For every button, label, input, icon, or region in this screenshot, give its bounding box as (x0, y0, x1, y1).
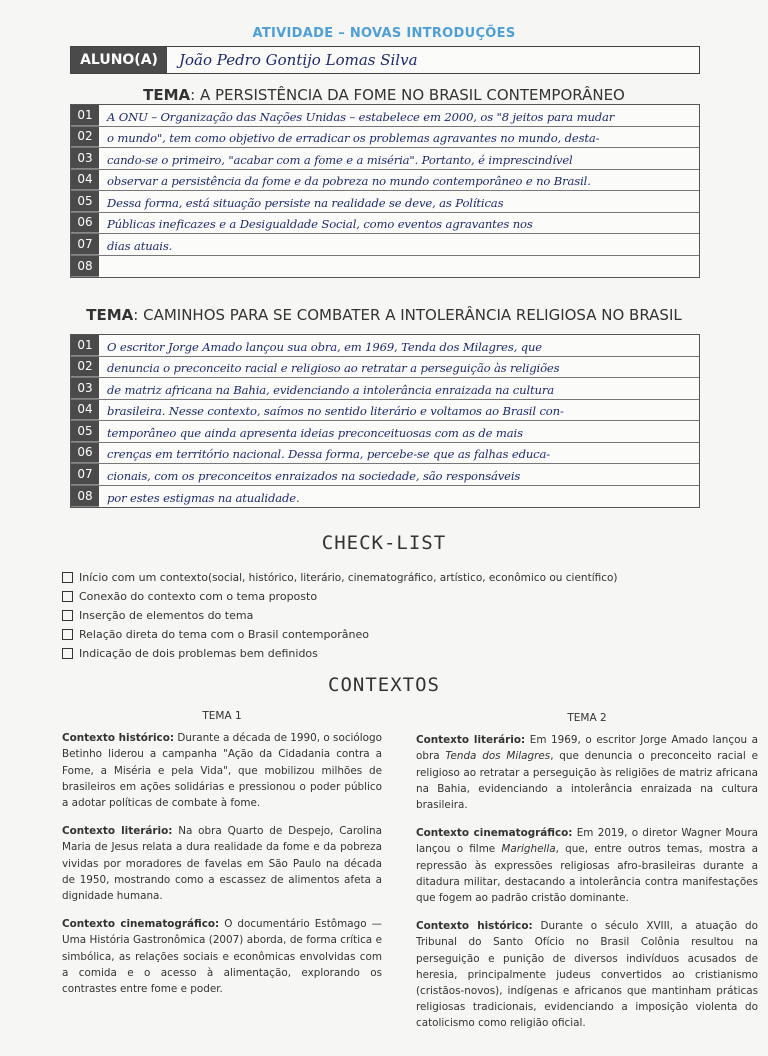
writing-line (71, 213, 699, 235)
writing-line (71, 400, 699, 422)
context-text: Na obra Quarto de Despejo, Carolina Maria de Jesus relata a dura realidade da fome e da pobreza vividas por moradores de favelas em São Paulo na década de 1950, mostrando como a escassez de alimentos afeta a dignidade humana. (62, 825, 383, 903)
handwritten-text[interactable]: O escritor Jorge Amado lançou sua obra, em 1969, Tenda dos Milagres, que (107, 339, 542, 354)
line-number: 04 (71, 170, 99, 191)
handwritten-text[interactable]: temporâneo que ainda apresenta ideias preconceituosas com as de mais (107, 425, 523, 440)
writing-line (71, 378, 699, 400)
context-text: Durante o século XVIII, a atuação do Tribunal do Santo Ofício no Brasil Colônia resultou na perseguição e punição de diversos indivíduos acusados de heresia, principalmente judeus convertidos ao cristianismo (cristãos-novos), indígenas e africanos que mantinham práticas religiosas tradicionais, evidenciando a imposição violenta do catolicismo como religião oficial. (416, 920, 758, 1030)
student-name-handwritten[interactable]: João Pedro Gontijo Lomas Silva (179, 51, 418, 69)
theme-2-text: : CAMINHOS PARA SE COMBATER A INTOLERÂNCIA RELIGIOSA NO BRASIL (133, 306, 682, 324)
writing-line (71, 148, 699, 170)
context-work-title: Marighella (501, 843, 556, 856)
writing-line (71, 234, 699, 256)
writing-line (71, 421, 699, 443)
line-number: 02 (71, 357, 99, 378)
line-number: 07 (71, 464, 99, 485)
context-text: , que, entre outros temas, mostra a repressão às expressões religiosas afro-brasileiras durante a ditadura militar, destacando a intolerância contra manifestações que fogem ao padrão cristão dominante. (416, 843, 758, 905)
checklist-item-detail: (social, histórico, literário, cinematográfico, artístico, econômico ou científico) (207, 571, 618, 584)
handwritten-text[interactable]: cionais, com os preconceitos enraizados na sociedade, são responsáveis (107, 468, 521, 483)
checkbox[interactable] (62, 610, 73, 621)
context-label: Contexto literário: (62, 825, 173, 838)
checklist-item (62, 587, 618, 606)
writing-line (71, 105, 699, 127)
checklist-item (62, 606, 618, 625)
context-label: Contexto histórico: (416, 920, 533, 933)
handwritten-text[interactable]: A ONU – Organização das Nações Unidas – estabelece em 2000, os "8 jeitos para mudar (107, 109, 615, 124)
handwritten-text[interactable]: dias atuais. (107, 238, 173, 253)
context-label: Contexto cinematográfico: (416, 827, 573, 840)
theme-1-title (70, 86, 698, 104)
handwritten-text[interactable]: brasileira. Nesse contexto, saímos no sentido literário e voltamos ao Brasil con- (107, 404, 564, 418)
handwritten-text[interactable]: por estes estigmas na atualidade. (107, 491, 300, 505)
student-name-row (70, 46, 700, 74)
theme-1-label: TEMA (143, 86, 191, 104)
handwritten-text[interactable]: de matriz africana na Bahia, evidenciando a intolerância enraizada na cultura (107, 382, 554, 397)
contexts-theme-1-heading: TEMA 1 (202, 710, 242, 722)
checkbox[interactable] (62, 591, 73, 602)
theme-2-writing-lines (70, 334, 700, 508)
context-label: Contexto histórico: (62, 732, 175, 745)
checklist (62, 568, 618, 663)
checklist-item-label: Início com um contexto (79, 571, 208, 584)
context-text: O documentário Estômago — Uma História Gastronômica (2007) aborda, de forma crítica e simbólica, as relações sociais e econômicas envolvidas com a comida e o acesso à alimentação, explorando os contrastes entre fome e poder. (62, 918, 382, 996)
line-number: 05 (71, 421, 99, 442)
checkbox[interactable] (62, 648, 73, 659)
context-block (62, 823, 382, 904)
context-block (416, 918, 758, 1031)
checkbox[interactable] (62, 629, 73, 640)
context-block (62, 916, 382, 997)
student-label: ALUNO(A) (71, 47, 167, 73)
writing-line (71, 127, 699, 149)
writing-line (71, 256, 699, 278)
contexts-theme-1 (62, 708, 382, 1009)
context-block (62, 730, 382, 811)
writing-line (71, 486, 699, 508)
writing-line (71, 357, 699, 379)
activity-title: ATIVIDADE – NOVAS INTRODUÇÕES (252, 26, 516, 41)
checklist-item (62, 625, 618, 644)
context-text: Em 2019, o diretor Wagner Moura lançou o filme (416, 827, 758, 856)
context-block (416, 732, 758, 813)
context-text: Em 1969, o escritor Jorge Amado lançou a obra (416, 734, 758, 763)
line-number: 06 (71, 443, 99, 464)
line-number: 04 (71, 400, 99, 421)
line-number: 03 (71, 378, 99, 399)
writing-line (71, 464, 699, 486)
handwritten-text[interactable]: observar a persistência da fome e da pobreza no mundo contemporâneo e no Brasil. (107, 174, 591, 188)
checklist-item (62, 568, 618, 587)
checklist-item-label: Conexão do contexto com o tema proposto (79, 590, 318, 603)
writing-line (71, 443, 699, 465)
handwritten-text[interactable]: cando-se o primeiro, "acabar com a fome e a miséria". Portanto, é imprescindível (107, 152, 573, 167)
checklist-title: CHECK-LIST (321, 532, 447, 554)
handwritten-text[interactable]: o mundo", tem como objetivo de erradicar os problemas agravantes no mundo, desta- (107, 131, 600, 145)
handwritten-text[interactable]: Públicas ineficazes e a Desigualdade Social, como eventos agravantes nos (107, 217, 533, 231)
line-number: 08 (71, 486, 99, 508)
context-block (416, 825, 758, 906)
checkbox[interactable] (62, 572, 73, 583)
line-number: 06 (71, 213, 99, 234)
theme-2-label: TEMA (86, 306, 134, 324)
handwritten-text[interactable]: Dessa forma, está situação persiste na realidade se deve, as Políticas (107, 195, 504, 210)
checklist-item (62, 644, 618, 663)
handwritten-text[interactable] (99, 256, 699, 278)
theme-1-text: : A PERSISTÊNCIA DA FOME NO BRASIL CONTEMPORÂNEO (190, 86, 625, 104)
line-number: 01 (71, 105, 99, 126)
writing-line (71, 191, 699, 213)
checklist-item-label: Relação direta do tema com o Brasil contemporâneo (79, 628, 369, 641)
handwritten-text[interactable]: crenças em território nacional. Dessa forma, percebe-se que as falhas educa- (107, 447, 551, 461)
checklist-item-label: Indicação de dois problemas bem definidos (79, 647, 318, 660)
line-number: 02 (71, 127, 99, 148)
writing-line (71, 335, 699, 357)
theme-1-writing-lines (70, 104, 700, 278)
context-text: Durante a década de 1990, o sociólogo Betinho liderou a campanha "Ação da Cidadania contra a Fome, a Miséria e pela Vida", que mobilizou milhões de brasileiros em ações solidárias e pressionou o poder público a adotar políticas de combate à fome. (62, 732, 382, 810)
context-work-title: Tenda dos Milagres (445, 750, 551, 763)
line-number: 05 (71, 191, 99, 212)
contexts-title: CONTEXTOS (328, 674, 440, 696)
context-text: , que denuncia o preconceito racial e religioso ao retratar a perseguição às religiões de matriz africana na Bahia, evidenciando a intolerância enraizada na cultura brasileira. (416, 750, 758, 812)
line-number: 08 (71, 256, 99, 278)
handwritten-text[interactable]: denuncia o preconceito racial e religioso ao retratar a perseguição às religiões (107, 361, 560, 375)
theme-2-title (70, 306, 698, 324)
checklist-item-label: Inserção de elementos do tema (79, 609, 254, 622)
line-number: 03 (71, 148, 99, 169)
context-label: Contexto cinematográfico: (62, 918, 220, 931)
contexts-theme-2 (416, 710, 758, 1044)
contexts-theme-2-heading: TEMA 2 (567, 712, 607, 724)
line-number: 01 (71, 335, 99, 356)
line-number: 07 (71, 234, 99, 255)
writing-line (71, 170, 699, 192)
context-label: Contexto literário: (416, 734, 526, 747)
